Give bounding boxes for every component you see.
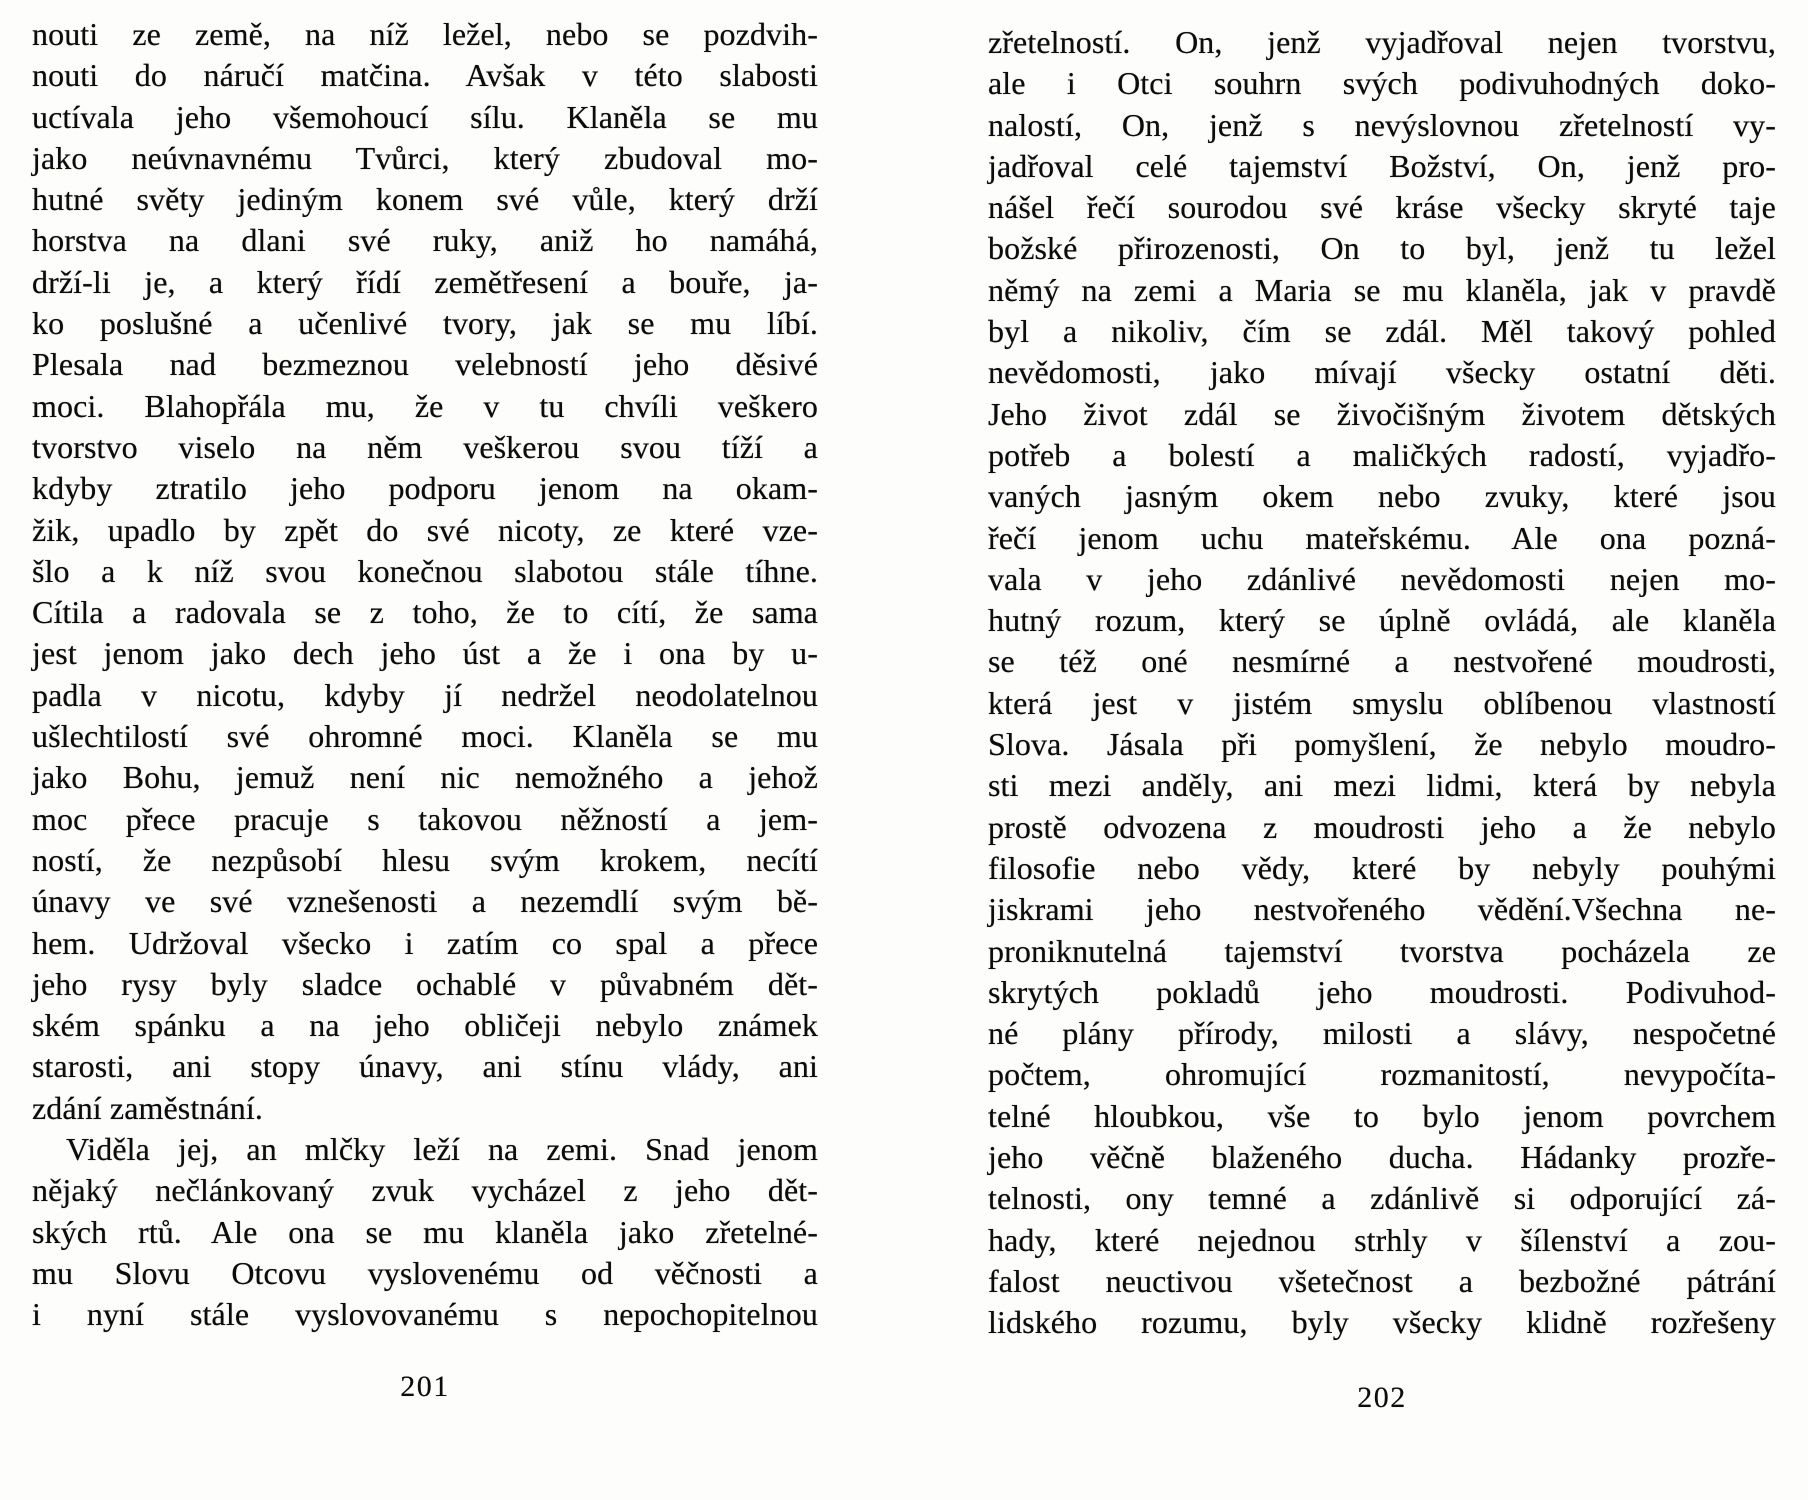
text-line: ko poslušné a učenlivé tvory, jak se mu líbí.: [32, 305, 818, 342]
text-line: ušlechtilostí své ohromné moci. Klaněla se mu: [32, 718, 818, 755]
text-line: nouti ze země, na níž ležel, nebo se pozdvih-: [32, 16, 818, 52]
page-left-number: 201: [400, 1370, 450, 1403]
text-line: horstva na dlani své ruky, aniž ho namáhá,: [32, 222, 818, 259]
text-line: zřetelností. On, jenž vyjadřoval nejen tvorstvu,: [988, 24, 1776, 60]
text-line: moc přece pracuje s takovou něžností a jem-: [32, 800, 818, 837]
text-line: ském spánku a na jeho obličeji nebylo známek: [32, 1007, 818, 1044]
text-line: hutné světy jediným konem své vůle, který drží: [32, 181, 818, 218]
text-line: hady, které nejednou strhly v šílenství a zou-: [988, 1221, 1776, 1258]
text-line: jest jenom jako dech jeho úst a že i ona by u-: [32, 635, 818, 672]
text-line: i nyní stále vyslovovanému s nepochopitelnou: [32, 1296, 818, 1333]
text-line: byl a nikoliv, čím se zdál. Měl takový pohled: [988, 313, 1776, 350]
text-line: Viděla jej, an mlčky leží na zemi. Snad jenom: [66, 1131, 818, 1168]
text-line: kdyby ztratilo jeho podporu jenom na okam-: [32, 470, 818, 507]
text-line: která jest v jistém smyslu oblíbenou vlastností: [988, 684, 1776, 721]
text-line: hutný rozum, který se úplně ovládá, ale klaněla: [988, 602, 1776, 639]
text-line: telné hloubkou, vše to bylo jenom povrchem: [988, 1097, 1776, 1134]
text-line: mu Slovu Otcovu vyslovenému od věčnosti a: [32, 1254, 818, 1291]
text-line: Plesala nad bezmeznou velebností jeho děsivé: [32, 346, 818, 383]
text-line: počtem, ohromující rozmanitostí, nevypočíta-: [988, 1056, 1776, 1093]
text-line: proniknutelná tajemství tvorstva pocházela ze: [988, 932, 1776, 969]
text-line: vaných jasným okem nebo zvuky, které jsou: [988, 478, 1776, 515]
text-line: Jeho život zdál se živočišným životem dětských: [988, 395, 1776, 432]
text-line: potřeb a bolestí a maličkých radostí, vyjadřo-: [988, 436, 1776, 473]
text-line: drží-li je, a který řídí zemětřesení a bouře, ja-: [32, 263, 818, 300]
text-line: skrytých pokladů jeho moudrosti. Podivuhod-: [988, 973, 1776, 1010]
text-line: se též oné nesmírné a nestvořené moudrosti,: [988, 643, 1776, 680]
text-line: nevědomosti, jako mívají všecky ostatní děti.: [988, 354, 1776, 391]
text-line: jeho věčně blaženého ducha. Hádanky prozře-: [988, 1139, 1776, 1176]
text-line: šlo a k níž svou konečnou slabotou stále tíhne.: [32, 552, 818, 589]
text-line: Slova. Jásala při pomyšlení, že nebylo moudro-: [988, 726, 1776, 763]
text-line: falost neuctivou všetečnost a bezbožné pátrání: [988, 1262, 1776, 1299]
text-line: únavy ve své vznešenosti a nezemdlí svým bě-: [32, 883, 818, 920]
text-line: uctívala jeho všemohoucí sílu. Klaněla se mu: [32, 98, 818, 135]
text-line: jako neúvnavnému Tvůrci, který zbudoval mo-: [32, 139, 818, 176]
text-line: nějaký nečlánkovaný zvuk vycházel z jeho dět-: [32, 1172, 818, 1209]
text-line: jeho rysy byly sladce ochablé v půvabném dět-: [32, 965, 818, 1002]
text-line: nouti do náručí matčina. Avšak v této slabosti: [32, 57, 818, 94]
text-line: Cítila a radovala se z toho, že to cítí, že sama: [32, 594, 818, 631]
text-line: nalostí, On, jenž s nevýslovnou zřetelností vy-: [988, 106, 1776, 143]
text-line: vala v jeho zdánlivé nevědomosti nejen mo-: [988, 560, 1776, 597]
text-line: nášel řečí sourodou své kráse všecky skryté taje: [988, 189, 1776, 226]
text-line: filosofie nebo vědy, které by nebyly pouhými: [988, 849, 1776, 886]
text-line: božské přirozenosti, On to byl, jenž tu ležel: [988, 230, 1776, 267]
text-line: né plány přírody, milosti a slávy, nespočetné: [988, 1015, 1776, 1052]
text-line: telnosti, ony temné a zdánlivě si odporující zá-: [988, 1180, 1776, 1217]
text-line: ností, že nezpůsobí hlesu svým krokem, necítí: [32, 841, 818, 878]
text-line: ale i Otci souhrn svých podivuhodných doko-: [988, 65, 1776, 102]
text-line: zdání zaměstnání.: [32, 1089, 263, 1126]
text-line: hem. Udržoval všecko i zatím co spal a přece: [32, 924, 818, 961]
text-line: jiskrami jeho nestvořeného vědění.Všechna ne-: [988, 891, 1776, 928]
text-line: němý na zemi a Maria se mu klaněla, jak v pravdě: [988, 271, 1776, 308]
text-line: prostě odvozena z moudrosti jeho a že nebylo: [988, 808, 1776, 845]
page-right-text: [988, 22, 1776, 1344]
text-line: jako Bohu, jemuž není nic nemožného a jehož: [32, 759, 818, 796]
text-line: tvorstvo viselo na něm veškerou svou tíží a: [32, 428, 818, 465]
text-line: žik, upadlo by zpět do své nicoty, ze které vze-: [32, 511, 818, 548]
text-line: sti mezi anděly, ani mezi lidmi, která by nebyla: [988, 767, 1776, 804]
text-line: jadřoval celé tajemství Božství, On, jenž pro-: [988, 147, 1776, 184]
text-line: řečí jenom uchu mateřskému. Ale ona pozná-: [988, 519, 1776, 556]
text-line: moci. Blahopřála mu, že v tu chvíli veškero: [32, 387, 818, 424]
text-line: starosti, ani stopy únavy, ani stínu vlády, ani: [32, 1048, 818, 1085]
text-line: ských rtů. Ale ona se mu klaněla jako zřetelné-: [32, 1213, 818, 1250]
page-left-text: [32, 14, 818, 1336]
text-line: lidského rozumu, byly všecky klidně rozřešeny: [988, 1304, 1776, 1341]
text-line: padla v nicotu, kdyby jí nedržel neodolatelnou: [32, 676, 818, 713]
page-right-number: 202: [1357, 1381, 1407, 1414]
